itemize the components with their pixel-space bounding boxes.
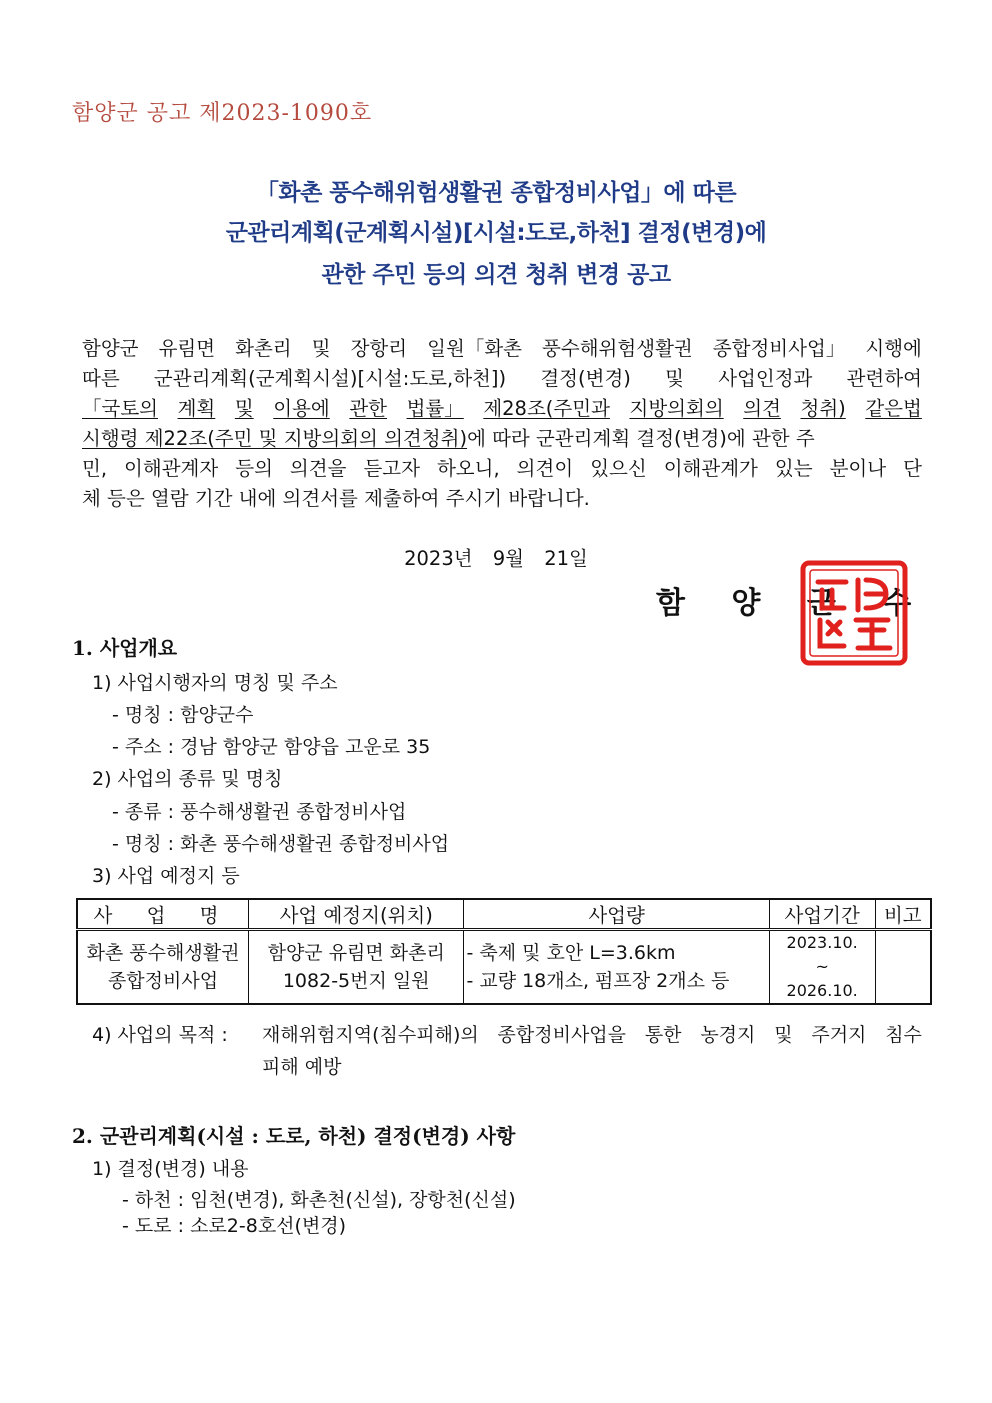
s1-sub4-text-2: 피해 예방 xyxy=(262,1056,342,1078)
intro-word: 이용에 xyxy=(273,397,330,420)
intro-word: 풍수해위험생활권 xyxy=(542,337,693,360)
intro-word: 결정(변경) xyxy=(540,367,631,390)
intro-word: 법률」 xyxy=(406,397,464,420)
notice-number: 함양군 공고 제2023-1090호 xyxy=(72,101,373,126)
intro-word: 및 xyxy=(311,337,331,360)
intro-word: 일원「화촌 xyxy=(427,337,522,360)
intro-word: 있으신 xyxy=(590,457,647,480)
s1-sub1-name: - 명칭 : 함양군수 xyxy=(112,704,254,726)
intro-word: 함양군 xyxy=(82,337,139,360)
s2-river: - 하천 : 임천(변경), 화촌천(신설), 장항천(신설) xyxy=(122,1189,516,1211)
cell-amount xyxy=(464,930,769,1005)
title-line-2: 군관리계획(군계획시설)[시설:도로,하천] 결정(변경)에 xyxy=(225,220,767,246)
cell-text: 종합정비사업 xyxy=(107,970,219,992)
header-location: 사업 예정지(위치) xyxy=(249,899,464,930)
header-project-name: 사 업 명 xyxy=(77,899,249,930)
intro-line xyxy=(82,484,922,514)
intro-word: 관한 xyxy=(349,397,387,420)
intro-word: 하오니, xyxy=(436,457,500,480)
s1-sub1-address: - 주소 : 경남 함양군 함양읍 고운로 35 xyxy=(112,736,431,758)
intro-word: 장항리 xyxy=(350,337,408,360)
cell-project-name xyxy=(77,930,249,1005)
intro-word: 사업인정과 xyxy=(718,367,813,390)
intro-word: 분이나 xyxy=(829,457,887,480)
intro-line xyxy=(82,454,922,484)
intro-word: 관련하여 xyxy=(846,367,922,390)
intro-word: 단 xyxy=(903,457,922,480)
cell-text: 2023.10. xyxy=(786,933,858,952)
intro-word: 있는 xyxy=(774,457,813,480)
cell-period xyxy=(769,930,875,1005)
intro-word: 군관리계획(군계획시설)[시설:도로,하천]) xyxy=(153,367,507,390)
cell-text: 화촌 풍수해생활권 xyxy=(86,942,240,964)
cell-text: - 교량 18개소, 펌프장 2개소 등 xyxy=(466,970,730,992)
intro-word: 같은법 xyxy=(865,397,922,420)
header-period: 사업기간 xyxy=(769,899,875,930)
cell-note xyxy=(875,930,931,1005)
purpose-word: 침수 xyxy=(885,1024,922,1046)
cell-text: 1082-5번지 일원 xyxy=(282,970,430,992)
intro-word: 화촌리 xyxy=(235,337,292,360)
intro-word: 이해관계가 xyxy=(663,457,758,480)
signer: 함 양 군 수 xyxy=(656,586,930,621)
s1-sub4-text xyxy=(262,1020,922,1047)
intro-word: 제28조(주민과 xyxy=(483,397,610,420)
intro-word: 이해관계자 xyxy=(124,457,219,480)
intro-word: 의견 xyxy=(743,397,781,420)
s1-sub2-type: - 종류 : 풍수해생활권 종합정비사업 xyxy=(112,801,407,823)
s1-sub1: 1) 사업시행자의 명칭 및 주소 xyxy=(92,672,338,694)
intro-word: 계획 xyxy=(177,397,216,420)
notice-date: 2023년 9월 21일 xyxy=(404,547,588,570)
intro-word: 의견을 xyxy=(289,457,347,480)
intro-line xyxy=(82,424,922,454)
intro-word: 등의 xyxy=(235,457,273,480)
s1-sub2: 2) 사업의 종류 및 명칭 xyxy=(92,768,283,790)
cell-text: 함양군 유림면 화촌리 xyxy=(267,942,445,964)
s1-sub4-label: 4) 사업의 목적 : xyxy=(92,1024,228,1046)
title-line-3: 관한 주민 등의 의견 청취 변경 공고 xyxy=(321,262,671,288)
intro-word: 지방의회의 xyxy=(629,397,724,420)
cell-text: 2026.10. xyxy=(786,981,858,1000)
law-reference: 시행령 제22조(주민 및 지방의회의 의견청취) xyxy=(82,427,468,450)
intro-word: 따른 xyxy=(82,367,120,390)
s2-road: - 도로 : 소로2-8호선(변경) xyxy=(122,1215,347,1237)
intro-word: 듣고자 xyxy=(363,457,420,480)
project-table xyxy=(76,898,932,1005)
intro-text: 에 따라 군관리계획 결정(변경)에 관한 주 xyxy=(467,427,815,450)
table-header-row xyxy=(77,899,931,930)
purpose-word: 종합정비사업을 xyxy=(497,1024,627,1046)
purpose-word: 및 xyxy=(774,1024,793,1046)
intro-line xyxy=(82,394,922,424)
intro-word: 민, xyxy=(82,457,108,480)
intro-word: 의견이 xyxy=(516,457,574,480)
intro-word: 종합정비사업」 xyxy=(712,337,846,360)
s1-sub3: 3) 사업 예정지 등 xyxy=(92,865,240,887)
intro-word: 유림면 xyxy=(158,337,216,360)
purpose-word: 재해위험지역(침수피해)의 xyxy=(262,1024,479,1046)
table-row xyxy=(77,930,931,1005)
s1-sub2-name: - 명칭 : 화촌 풍수해생활권 종합정비사업 xyxy=(112,833,450,855)
purpose-word: 농경지 xyxy=(700,1024,756,1046)
intro-word: 및 xyxy=(234,397,254,420)
header-note: 비고 xyxy=(875,899,931,930)
cell-text: - 축제 및 호안 L=3.6km xyxy=(466,942,676,964)
purpose-word: 통한 xyxy=(644,1024,682,1046)
intro-word: 「국토의 xyxy=(82,397,159,420)
intro-word: 및 xyxy=(665,367,684,390)
intro-line xyxy=(82,364,922,394)
cell-text: ~ xyxy=(815,957,829,976)
title-line-1: 「화촌 풍수해위험생활권 종합정비사업」에 따른 xyxy=(255,180,737,206)
purpose-word: 주거지 xyxy=(811,1024,867,1046)
official-seal-icon xyxy=(800,560,908,666)
intro-paragraph xyxy=(82,334,922,514)
intro-word: 시행에 xyxy=(865,337,922,360)
intro-text: 체 등은 열람 기간 내에 의견서를 제출하여 주시기 바랍니다. xyxy=(82,487,590,510)
header-amount: 사업량 xyxy=(464,899,769,930)
intro-line xyxy=(82,334,922,364)
section-1-heading: 1. 사업개요 xyxy=(72,636,178,660)
cell-location xyxy=(249,930,464,1005)
section-2-heading: 2. 군관리계획(시설 : 도로, 하천) 결정(변경) 사항 xyxy=(72,1124,516,1148)
s2-sub1: 1) 결정(변경) 내용 xyxy=(92,1158,249,1180)
intro-word: 청취) xyxy=(800,397,846,420)
